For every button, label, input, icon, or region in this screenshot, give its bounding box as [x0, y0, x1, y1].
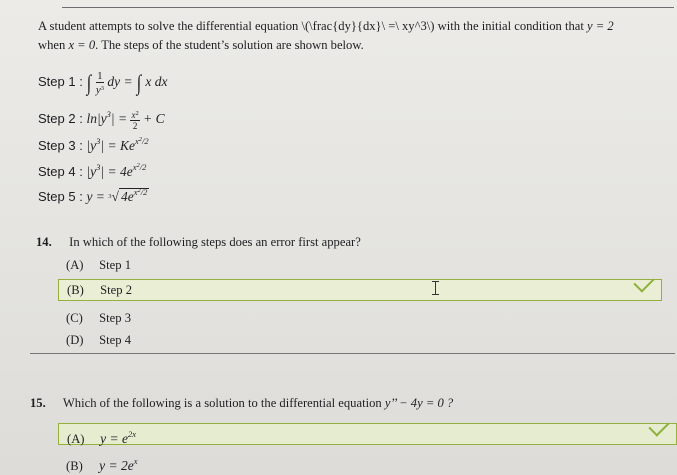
q14-option-a[interactable]: (A) Step 1: [66, 258, 131, 272]
intro-line2-suffix: . The steps of the student’s solution are shown below.: [95, 38, 364, 52]
top-divider: [62, 7, 674, 8]
step-2: Step 2 : $\ln|y^3|$ = $\frac{x^2}{2}$ + C: [38, 109, 165, 131]
intro-line1-math: y = 2: [587, 19, 614, 33]
step-label: Step 2 :: [38, 111, 83, 127]
question-14: [36, 235, 361, 250]
question-math: y’’ − 4y = 0 ?: [384, 396, 454, 410]
question-text: Which of the following is a solution to the differential equation: [62, 396, 382, 410]
step-3: Step 3 : $|y^3| = Ke^{x^2/2}$: [38, 136, 149, 153]
checkmark-icon: [648, 415, 669, 436]
section-divider: [30, 353, 675, 354]
text-cursor-icon: [435, 281, 436, 295]
q14-option-d[interactable]: (D) Step 4: [66, 333, 131, 347]
step-label: Step 4 :: [38, 164, 83, 179]
intro-line2-prefix: when: [38, 38, 66, 52]
question-number: 14.: [36, 235, 52, 249]
intro-line1-text: A student attempts to solve the differential equation \(\frac{dy}{dx}\ =\ xy^3\) with the initial condition that: [38, 19, 584, 33]
q15-option-a[interactable]: (A) $y = e^{2x}$: [58, 423, 677, 445]
q15-option-b[interactable]: (B) $y = 2e^x$: [66, 456, 138, 473]
step-4: Step 4 : $|y^3| = 4e^{x^2/2}$: [38, 162, 147, 179]
question-number: 15.: [30, 396, 46, 410]
step-1-fraction: $\frac{1}{y^3}$: [95, 69, 104, 96]
step-label: Step 1 :: [38, 74, 83, 90]
step-5: Step 5 : y = $^3$√ $4e^{x^2/2}$: [38, 187, 148, 204]
problem-intro: [38, 17, 668, 55]
q14-option-c[interactable]: (C) Step 3: [66, 311, 131, 325]
question-15: [30, 396, 453, 411]
step-2-fraction: $\frac{x^2}{2}$: [131, 110, 139, 131]
step-1: Step 1 : ∫ $\frac{1}{y^3}$ dy = ∫ x dx: [38, 69, 168, 96]
intro-line2-math: x = 0: [68, 38, 96, 52]
step-label: Step 5 :: [38, 189, 83, 204]
question-text: In which of the following steps does an error first appear?: [69, 235, 361, 249]
step-label: Step 3 :: [38, 138, 83, 153]
q14-option-b[interactable]: (B) Step 2: [58, 279, 662, 301]
